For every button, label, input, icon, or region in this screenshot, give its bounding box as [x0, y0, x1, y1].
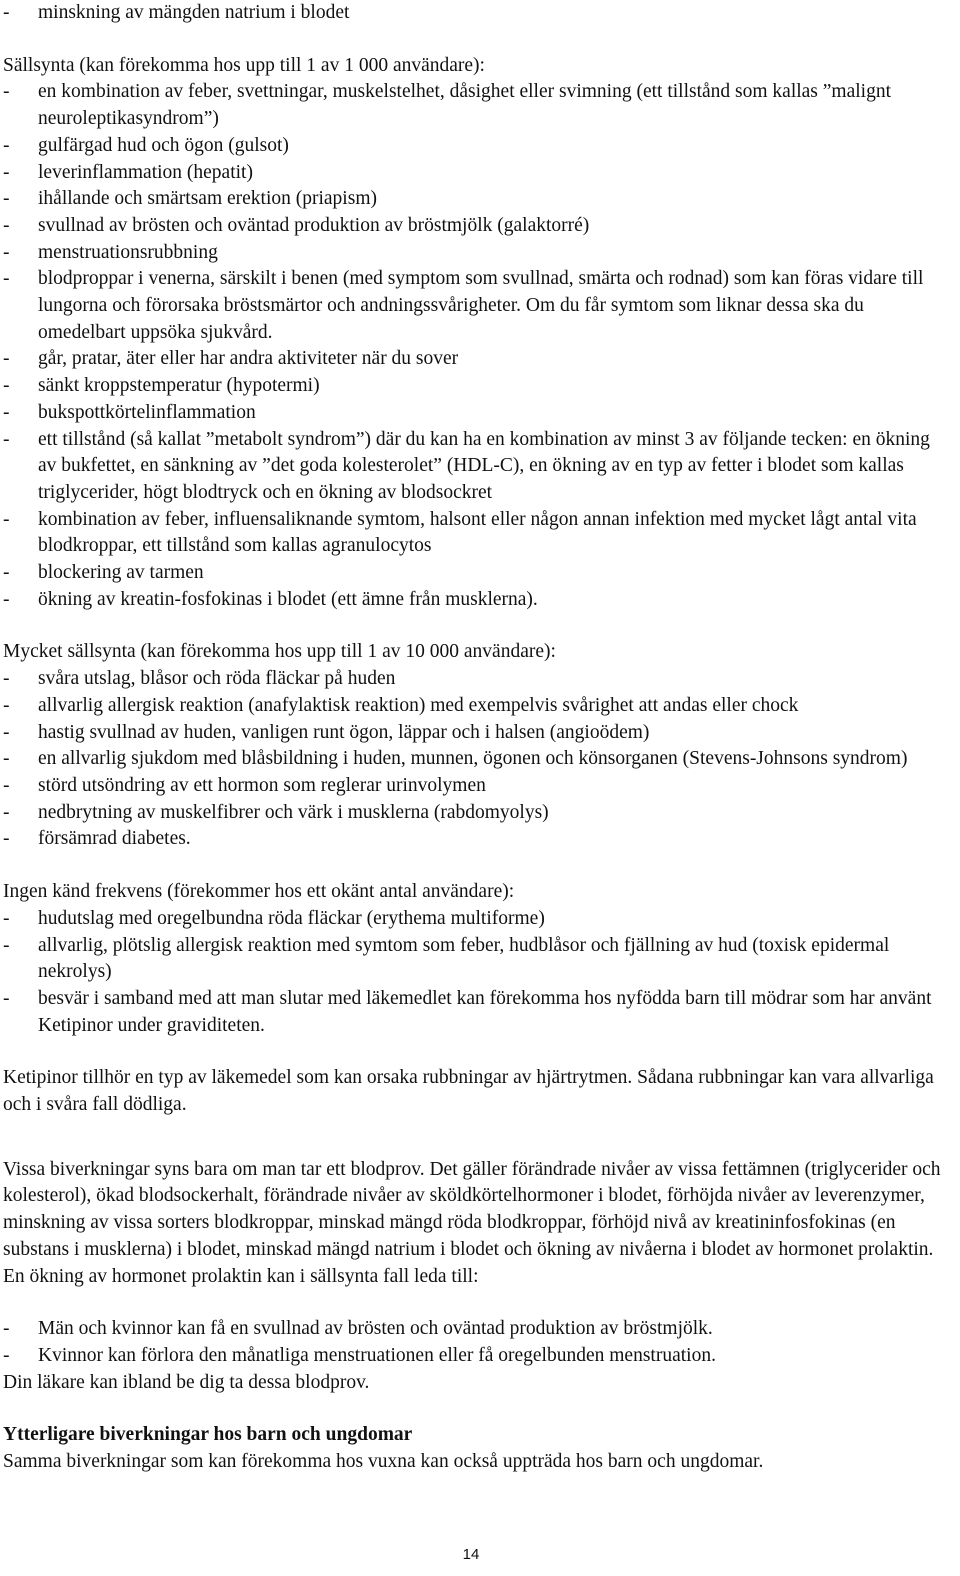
list-item: [3, 933, 955, 986]
section-heading-very-rare: Mycket sällsynta (kan förekomma hos upp till 1 av 10 000 användare):: [3, 641, 556, 663]
section-rare: [3, 53, 955, 614]
list-item: [3, 133, 955, 160]
list-item-text: sänkt kroppstemperatur (hypotermi): [38, 375, 320, 397]
spacer: [3, 1039, 955, 1065]
list-item-text: bukspottkörtelinflammation: [38, 401, 256, 423]
heart-rhythm-paragraph: Ketipinor tillhör en typ av läkemedel som kan orsaka rubbningar av hjärtrytmen. Sådana rubbningar kan vara allvarliga och i svåra fall dödliga.: [3, 1067, 934, 1116]
list-item-text: hastig svullnad av huden, vanligen runt ögon, läppar och i halsen (angioödem): [38, 721, 650, 743]
list-item: [3, 773, 955, 800]
bullet-dash: -: [3, 401, 10, 423]
list-item: [3, 400, 955, 427]
list-item: [3, 826, 955, 853]
section-heading-unknown: Ingen känd frekvens (förekommer hos ett okänt antal användare):: [3, 881, 515, 903]
list-item-text: hudutslag med oregelbundna röda fläckar (erythema multiforme): [38, 907, 545, 929]
bullet-dash: -: [3, 721, 10, 743]
list-item: [3, 666, 955, 693]
bullet-dash: -: [3, 748, 10, 770]
spacer: [3, 27, 955, 53]
bullet-dash: -: [3, 241, 10, 263]
list-item: [3, 186, 955, 213]
document-body: [3, 0, 955, 1476]
list-item-text: kombination av feber, influensaliknande symtom, halsont eller någon annan infektion med mycket lågt antal vita blodkroppar, ett tillstånd som kallas agranulocytos: [38, 508, 917, 557]
list-item: [3, 79, 955, 132]
bullet-dash: -: [3, 214, 10, 236]
spacer: [3, 613, 955, 639]
list-item-text: ihållande och smärtsam erektion (priapism): [38, 188, 377, 210]
list-item-text: besvär i samband med att man slutar med läkemedlet kan förekomma hos nyfödda barn till mödrar som har använt Ketipinor under graviditeten.: [38, 987, 932, 1036]
blood-test-paragraph: Vissa biverkningar syns bara om man tar ett blodprov. Det gäller förändrade nivåer av vissa fettämnen (triglycerider och kolesterol), ökad blodsockerhalt, förändrade nivåer av sköldkörtelhormoner i blodet, förhöjda nivåer av leverenzymer, minskning av vissa sorters blodkroppar, minskad mängd röda blodkroppar, förhöjd nivå av kreatininfosfokinas (en substans i musklerna) i blodet, minskad mängd natrium i blodet och ökning av nivåerna i blodet av hormonet prolaktin. En ökning av hormonet prolaktin kan i sällsynta fall leda till:: [3, 1158, 941, 1287]
list-item: [3, 427, 955, 507]
list-item-text: Kvinnor kan förlora den månatliga menstruationen eller få oregelbunden menstruation.: [38, 1344, 716, 1366]
list-item-text: leverinflammation (hepatit): [38, 161, 253, 183]
page-number: 14: [462, 1546, 480, 1563]
list-item-text: blockering av tarmen: [38, 562, 204, 584]
list-item-text: minskning av mängden natrium i blodet: [38, 2, 350, 23]
bullet-dash: -: [3, 934, 10, 956]
bullet-dash: -: [3, 508, 10, 530]
list-item-text: försämrad diabetes.: [38, 828, 191, 850]
list-item-text: en allvarlig sjukdom med blåsbildning i huden, munnen, ögonen och könsorganen (Stevens-Johnsons syndrom): [38, 748, 908, 770]
bullet-dash: -: [3, 428, 10, 450]
list-item-text: går, pratar, äter eller har andra aktiviteter när du sover: [38, 348, 459, 370]
bullet-dash: -: [3, 562, 10, 584]
bullet-dash: -: [3, 2, 10, 23]
list-item: [3, 800, 955, 827]
list-item: [3, 240, 955, 267]
children-text: Samma biverkningar som kan förekomma hos vuxna kan också uppträda hos barn och ungdomar.: [3, 1451, 764, 1473]
bullet-dash: -: [3, 268, 10, 290]
list-item-text: allvarlig, plötslig allergisk reaktion med symtom som feber, hudblåsor och fjällning av hud (toxisk epidermal nekrolys): [38, 934, 890, 983]
list-item-text: gulfärgad hud och ögon (gulsot): [38, 134, 289, 156]
list-item: [3, 160, 955, 187]
spacer: [3, 1119, 955, 1157]
section-heading-rare: Sällsynta (kan förekomma hos upp till 1 av 1 000 användare):: [3, 54, 485, 76]
bullet-dash: -: [3, 907, 10, 929]
list-item: [3, 1343, 955, 1370]
spacer: [3, 1396, 955, 1422]
doctor-note: Din läkare kan ibland be dig ta dessa blodprov.: [3, 1371, 370, 1393]
bullet-dash: -: [3, 81, 10, 103]
list-item-text: allvarlig allergisk reaktion (anafylaktisk reaktion) med exempelvis svårighet att andas eller chock: [38, 694, 799, 716]
list-item-text: blodproppar i venerna, särskilt i benen (med symptom som svullnad, smärta och rodnad) som kan föras vidare till lungorna och förorsaka bröstsmärtor och andningssvårigheter. Om du får symtom som liknar dessa ska du omedelbart uppsöka sjukvård.: [38, 268, 924, 343]
bullet-dash: -: [3, 134, 10, 156]
section-unknown-frequency: [3, 879, 955, 1039]
bullet-dash: -: [3, 987, 10, 1009]
list-item: [3, 0, 955, 27]
bullet-dash: -: [3, 694, 10, 716]
bullet-dash: -: [3, 828, 10, 850]
list-item: [3, 906, 955, 933]
bullet-dash: -: [3, 348, 10, 370]
bullet-dash: -: [3, 668, 10, 690]
list-item-text: Män och kvinnor kan få en svullnad av brösten och oväntad produktion av bröstmjölk.: [38, 1318, 713, 1340]
list-item: [3, 346, 955, 373]
list-item-text: ett tillstånd (så kallat ”metabolt syndrom”) där du kan ha en kombination av minst 3 av följande tecken: en ökning av bukfettet, en sänkning av ”det goda kolesterolet” (HDL-C), en ökning av en typ av fetter i blodet som kallas triglycerider, högt blodtryck och en ökning av blodsockret: [38, 428, 930, 503]
list-item-text: svåra utslag, blåsor och röda fläckar på huden: [38, 668, 396, 690]
list-item: [3, 266, 955, 346]
bullet-dash: -: [3, 1318, 10, 1340]
list-item-text: ökning av kreatin-fosfokinas i blodet (ett ämne från musklerna).: [38, 588, 538, 610]
spacer: [3, 1290, 955, 1316]
list-item-text: störd utsöndring av ett hormon som reglerar urinvolymen: [38, 774, 486, 796]
list-item: [3, 693, 955, 720]
list-item: [3, 746, 955, 773]
bullet-dash: -: [3, 161, 10, 183]
bullet-dash: -: [3, 188, 10, 210]
bullet-dash: -: [3, 774, 10, 796]
section-very-rare: [3, 639, 955, 853]
children-heading: Ytterligare biverkningar hos barn och ungdomar: [3, 1424, 413, 1446]
list-item: [3, 373, 955, 400]
list-item: [3, 1316, 955, 1343]
list-item: [3, 986, 955, 1039]
list-item: [3, 507, 955, 560]
list-item-text: nedbrytning av muskelfibrer och värk i musklerna (rabdomyolys): [38, 801, 549, 823]
bullet-dash: -: [3, 375, 10, 397]
list-item: [3, 587, 955, 614]
list-item: [3, 560, 955, 587]
list-item: [3, 213, 955, 240]
bullet-dash: -: [3, 588, 10, 610]
list-item-text: en kombination av feber, svettningar, muskelstelhet, dåsighet eller svimning (ett tillstånd som kallas ”malignt neuroleptikasyndrom”): [38, 81, 892, 130]
list-item: [3, 720, 955, 747]
bullet-dash: -: [3, 801, 10, 823]
list-item-text: svullnad av brösten och oväntad produktion av bröstmjölk (galaktorré): [38, 214, 590, 236]
list-item-text: menstruationsrubbning: [38, 241, 218, 263]
bullet-dash: -: [3, 1344, 10, 1366]
spacer: [3, 853, 955, 879]
